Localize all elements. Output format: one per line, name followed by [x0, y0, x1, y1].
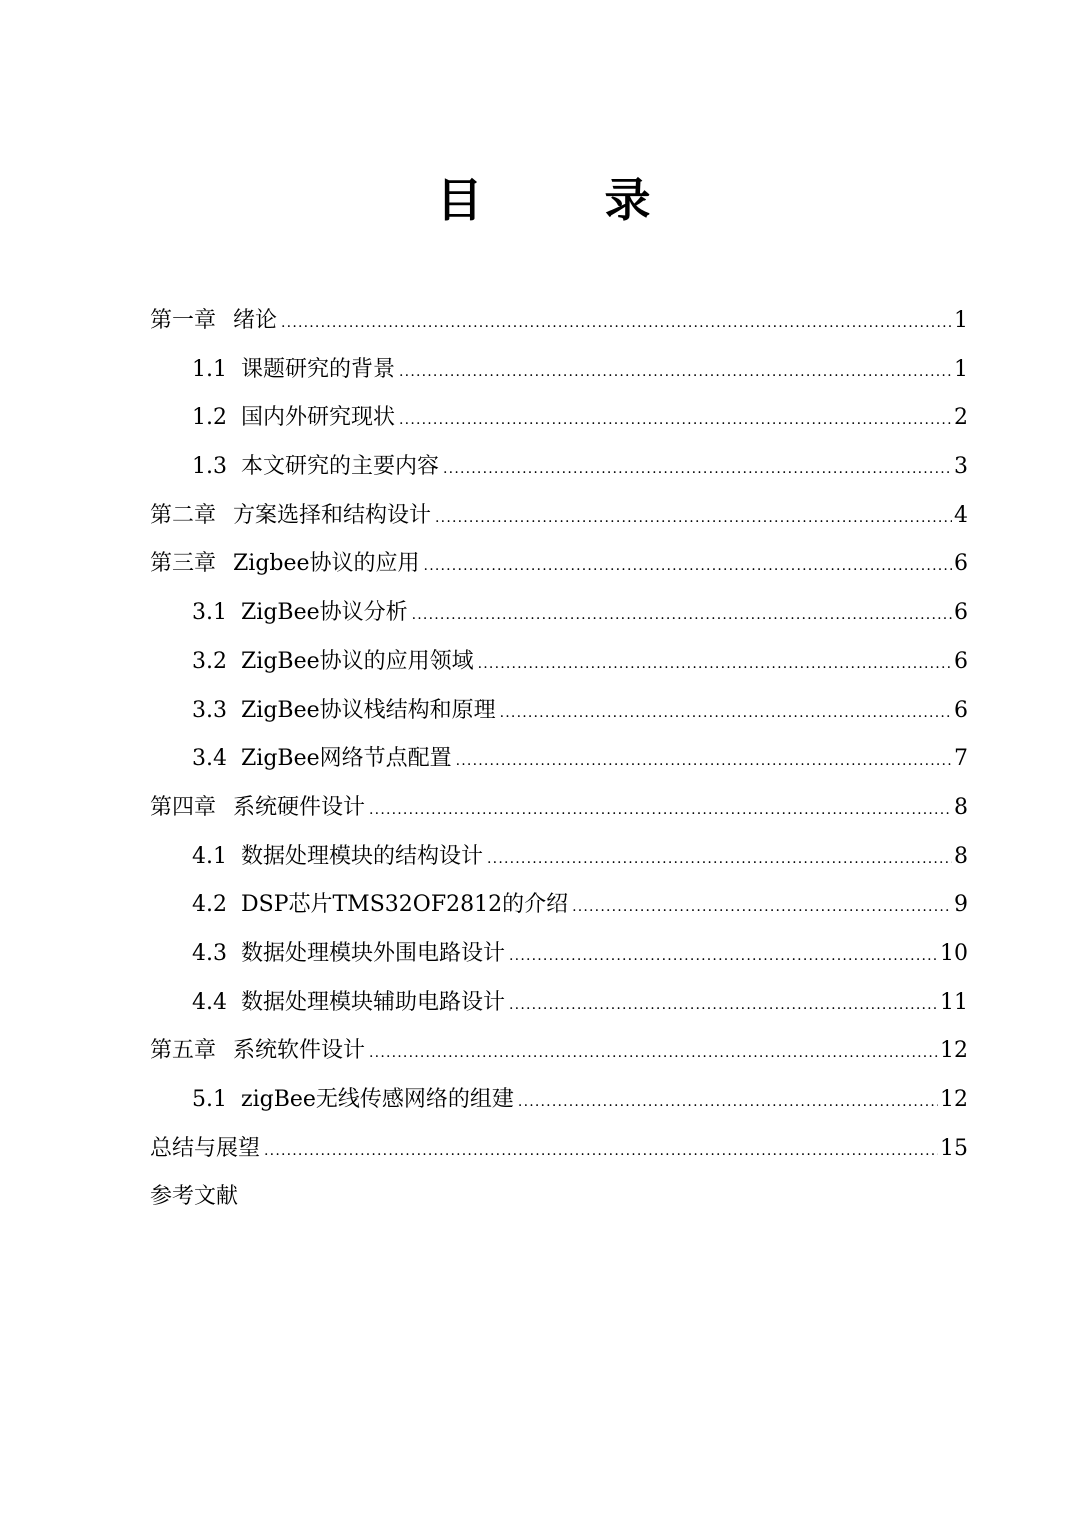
toc-entry[interactable] — [150, 784, 968, 833]
toc-entry[interactable] — [150, 1173, 968, 1222]
toc-entry-page: 8 — [954, 843, 968, 869]
toc-entry[interactable] — [150, 881, 968, 930]
toc-entry-number: 1.2 — [192, 405, 227, 431]
toc-entry-page: 3 — [954, 454, 968, 480]
toc-entry-title: ZigBee协议的应用领域 — [241, 648, 474, 674]
toc-entry-title: 数据处理模块外围电路设计 — [241, 940, 506, 966]
toc-entry-number: 第二章 — [150, 502, 217, 528]
toc-entry-title: ZigBee网络节点配置 — [241, 746, 452, 772]
toc-entry-title: DSP芯片TMS32OF2812的介绍 — [241, 892, 569, 918]
toc-entry-page: 9 — [954, 892, 968, 918]
toc-entry[interactable] — [150, 638, 968, 687]
toc-entry-number: 4.3 — [192, 940, 227, 966]
toc-leader-dots — [435, 494, 952, 543]
toc-entry-title: 绪论 — [233, 308, 278, 333]
toc-entry-title: zigBee无线传感网络的组建 — [241, 1087, 514, 1112]
toc-entry-page: 1 — [954, 308, 968, 333]
toc-entry-page: 4 — [954, 502, 968, 528]
toc-entry[interactable] — [150, 1076, 968, 1125]
toc-entry-page: 6 — [954, 551, 968, 577]
toc-entry[interactable] — [150, 589, 968, 638]
toc-leader-dots — [412, 591, 952, 640]
toc-entry-page: 2 — [954, 405, 968, 431]
toc-entry-page: 1 — [954, 356, 968, 382]
toc-entry-page: 8 — [954, 794, 968, 820]
toc-leader-dots — [264, 1127, 938, 1176]
toc-entry[interactable] — [150, 735, 968, 784]
toc-entry[interactable] — [150, 346, 968, 395]
toc-leader-dots — [424, 542, 952, 591]
toc-entry-page: 15 — [940, 1135, 968, 1161]
toc-entry-title: 总结与展望 — [150, 1135, 261, 1161]
toc-entry-number: 1.3 — [192, 454, 227, 480]
toc-entry-page: 12 — [940, 1087, 968, 1112]
table-of-contents — [150, 297, 968, 1222]
toc-entry-title: 数据处理模块辅助电路设计 — [241, 989, 506, 1015]
toc-entry[interactable] — [150, 930, 968, 979]
toc-entry-number: 3.3 — [192, 697, 227, 723]
toc-entry[interactable] — [150, 979, 968, 1028]
toc-leader-dots — [369, 786, 952, 835]
toc-leader-dots — [369, 1029, 938, 1078]
toc-entry-title: 国内外研究现状 — [241, 405, 396, 431]
toc-entry-title: 系统硬件设计 — [233, 794, 366, 820]
toc-entry-title: ZigBee协议分析 — [241, 600, 408, 626]
toc-entry-title: Zigbee协议的应用 — [233, 551, 420, 577]
toc-leader-dots — [518, 1078, 938, 1127]
toc-leader-dots — [399, 396, 952, 445]
toc-entry-number: 4.1 — [192, 843, 227, 869]
toc-entry[interactable] — [150, 492, 968, 541]
toc-entry-title: 本文研究的主要内容 — [241, 454, 440, 480]
toc-leader-dots — [399, 348, 952, 397]
toc-entry-number: 4.2 — [192, 892, 227, 918]
toc-leader-dots — [456, 737, 952, 786]
toc-entry[interactable] — [150, 1027, 968, 1076]
toc-entry-title: 系统软件设计 — [233, 1038, 366, 1064]
toc-entry-page: 7 — [954, 746, 968, 772]
toc-leader-dots — [572, 883, 952, 932]
toc-entry-number: 第五章 — [150, 1038, 217, 1064]
toc-entry-page: 6 — [954, 697, 968, 723]
toc-leader-dots — [443, 445, 952, 494]
toc-leader-dots — [487, 835, 952, 884]
toc-leader-dots — [509, 932, 938, 981]
toc-entry-number: 3.1 — [192, 600, 227, 626]
toc-entry-title: 数据处理模块的结构设计 — [241, 843, 484, 869]
toc-leader-dots — [478, 640, 952, 689]
toc-entry-title: 课题研究的背景 — [241, 356, 396, 382]
toc-entry-number: 第四章 — [150, 794, 217, 820]
toc-entry-page: 6 — [954, 648, 968, 674]
toc-leader-dots — [281, 299, 952, 348]
toc-entry[interactable] — [150, 394, 968, 443]
toc-entry-number: 第一章 — [150, 308, 217, 333]
toc-entry-page: 10 — [940, 940, 968, 966]
toc-title: 目 录 — [436, 173, 689, 227]
toc-entry-page: 6 — [954, 600, 968, 626]
toc-entry-title: 参考文献 — [150, 1184, 239, 1210]
toc-entry-number: 1.1 — [192, 356, 227, 382]
toc-entry-number: 第三章 — [150, 551, 217, 577]
toc-entry[interactable] — [150, 540, 968, 589]
toc-entry-page: 11 — [940, 989, 968, 1015]
toc-entry[interactable] — [150, 1125, 968, 1174]
toc-leader-dots — [500, 689, 952, 738]
toc-entry-title: 方案选择和结构设计 — [233, 502, 432, 528]
toc-entry[interactable] — [150, 443, 968, 492]
toc-entry-number: 3.2 — [192, 648, 227, 674]
toc-entry-title: ZigBee协议栈结构和原理 — [241, 697, 496, 723]
toc-entry[interactable] — [150, 687, 968, 736]
toc-entry-page: 12 — [940, 1038, 968, 1064]
toc-entry-number: 3.4 — [192, 746, 227, 772]
toc-entry[interactable] — [150, 833, 968, 882]
toc-entry-number: 5.1 — [192, 1087, 227, 1112]
toc-entry[interactable] — [150, 297, 968, 346]
toc-leader-dots — [509, 981, 938, 1030]
toc-entry-number: 4.4 — [192, 989, 227, 1015]
